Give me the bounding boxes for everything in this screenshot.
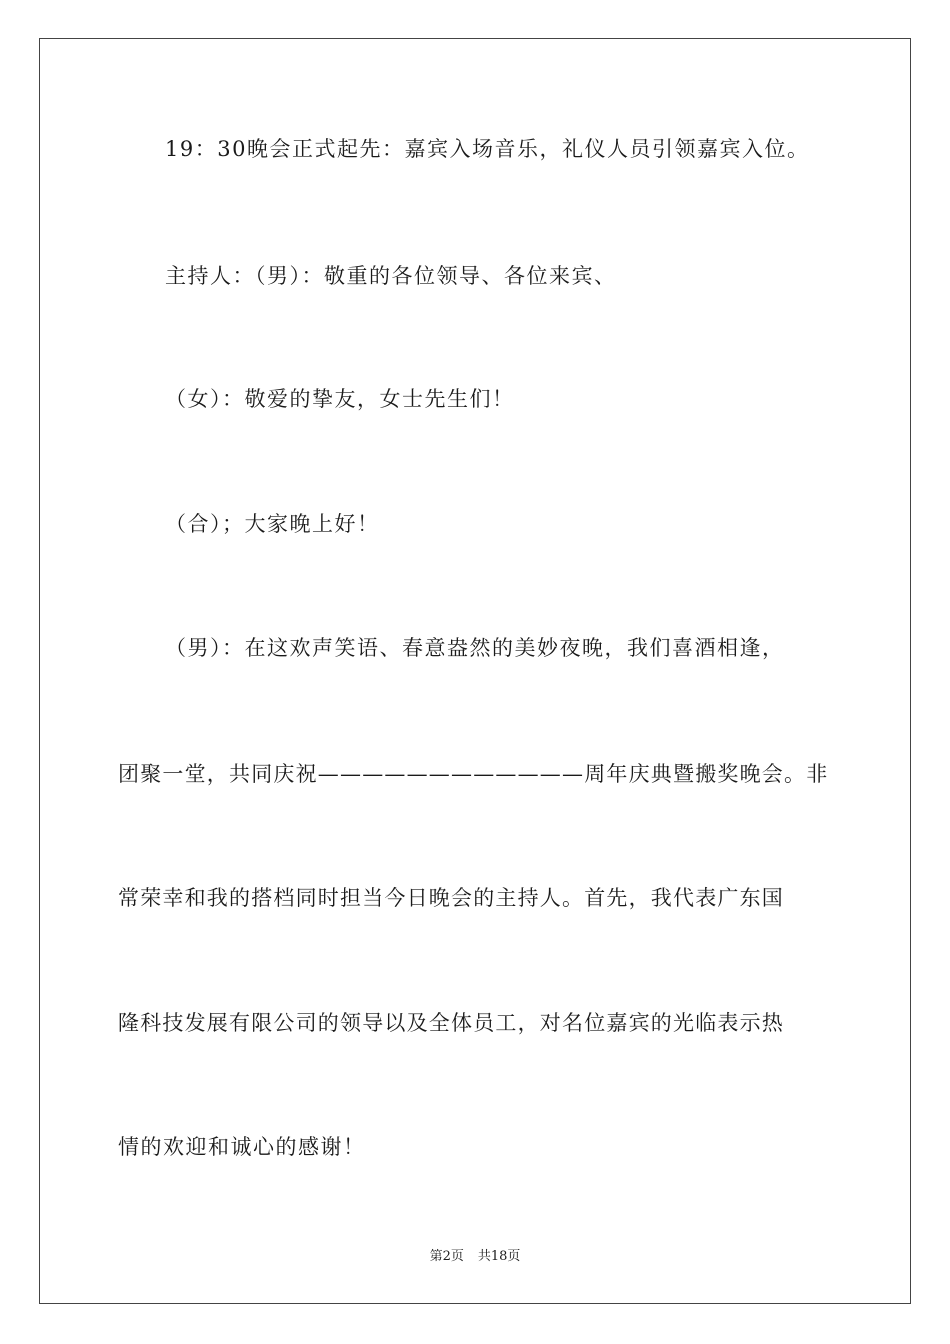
paragraph-line: 隆科技发展有限公司的领导以及全体员工，对名位嘉宾的光临表示热: [118, 1011, 784, 1035]
paragraph-line: （男）：在这欢声笑语、春意盎然的美妙夜晚，我们喜酒相逢，: [165, 636, 785, 660]
paragraph-line: 情的欢迎和诚心的感谢！: [118, 1135, 366, 1159]
page-footer: [0, 1248, 950, 1266]
paragraph-line: （合）；大家晚上好！: [165, 512, 380, 536]
page-total: 共18页: [477, 1249, 521, 1264]
paragraph-line: 团聚一堂，共同庆祝————————————周年庆典暨搬奖晚会。非: [118, 762, 829, 786]
page-frame: [39, 38, 911, 1304]
paragraph-line: 主持人：（男）：敬重的各位领导、各位来宾、: [165, 264, 617, 288]
paragraph-line: 19：30晚会正式起先：嘉宾入场音乐，礼仪人员引领嘉宾入位。: [165, 137, 810, 161]
page-number: 第2页: [429, 1249, 464, 1264]
paragraph-line: 常荣幸和我的搭档同时担当今日晚会的主持人。首先，我代表广东国: [118, 886, 784, 910]
paragraph-line: （女）：敬爱的挚友，女士先生们！: [165, 387, 515, 411]
